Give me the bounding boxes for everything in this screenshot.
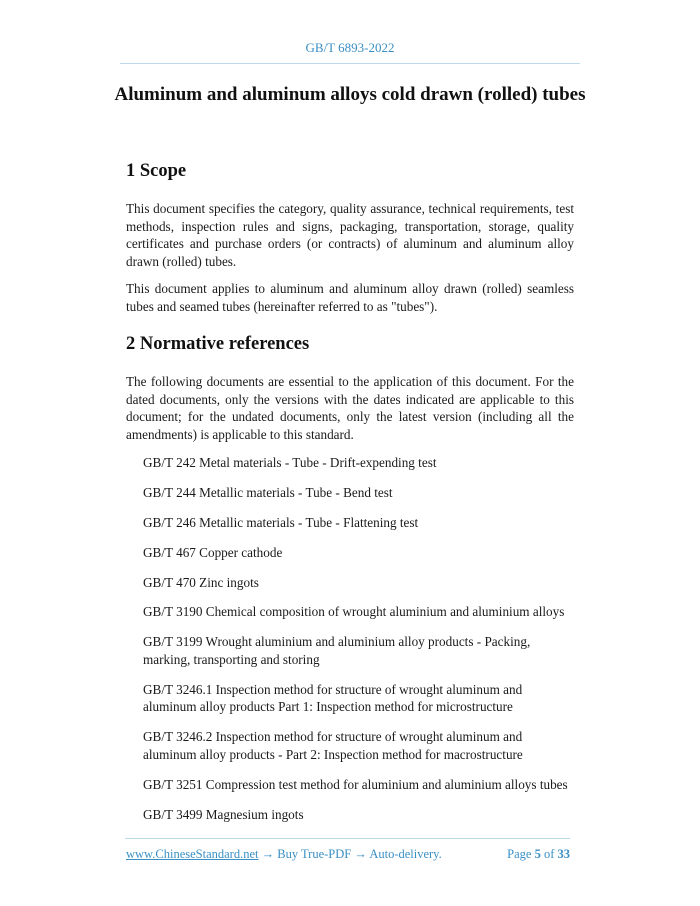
footer-promo bbox=[126, 847, 442, 862]
reference-list bbox=[143, 454, 575, 836]
reference-item: GB/T 3499 Magnesium ingots bbox=[143, 806, 304, 822]
scope-paragraph-2: This document applies to aluminum and aluminum alloy drawn (rolled) seamless tubes and seamed tubes (hereinafter referred to as "tubes"). bbox=[126, 281, 574, 314]
footer-divider bbox=[125, 838, 570, 839]
scope-paragraph-1: This document specifies the category, quality assurance, technical requirements, test methods, inspection rules and signs, packaging, transportation, storage, quality certificates and purchase orders (or contracts) of aluminum and aluminum alloy drawn (rolled) tubes. bbox=[126, 201, 574, 269]
normative-references-intro: The following documents are essential to the application of this document. For the dated documents, only the versions with the dates indicated are applicable to this document; for the undated documents, only the latest version (including all the amendments) is applicable to this standard. bbox=[126, 374, 574, 442]
reference-item: GB/T 3246.2 Inspection method for structure of wrought aluminum and aluminum alloy products - Part 2: Inspection method for macrostructure bbox=[143, 729, 523, 762]
reference-item: GB/T 244 Metallic materials - Tube - Bend test bbox=[143, 484, 393, 500]
chinese-standard-link[interactable]: www.ChineseStandard.net bbox=[126, 847, 259, 861]
arrow-right-icon: → bbox=[261, 847, 275, 861]
reference-item: GB/T 246 Metallic materials - Tube - Flattening test bbox=[143, 514, 419, 530]
arrow-right-icon: → bbox=[354, 847, 367, 861]
reference-item: GB/T 3246.1 Inspection method for structure of wrought aluminum and aluminum alloy products Part 1: Inspection method for microstructure bbox=[143, 681, 523, 715]
reference-item: GB/T 3251 Compression test method for aluminium and aluminium alloys tubes bbox=[143, 776, 568, 792]
page-label: Page bbox=[507, 847, 532, 861]
reference-item: GB/T 242 Metal materials - Tube - Drift-expending test bbox=[143, 455, 437, 470]
reference-item: GB/T 470 Zinc ingots bbox=[143, 574, 259, 590]
auto-delivery-text: Auto-delivery. bbox=[369, 847, 442, 861]
reference-item: GB/T 467 Copper cathode bbox=[143, 544, 283, 560]
section-heading-normative-references: 2 Normative references bbox=[126, 334, 310, 354]
page-indicator bbox=[507, 847, 570, 862]
reference-item: GB/T 3199 Wrought aluminium and aluminium alloy products - Packing, marking, transporting and storing bbox=[143, 634, 531, 667]
page-of-label: of bbox=[543, 847, 555, 861]
reference-item: GB/T 3190 Chemical composition of wrought aluminium and aluminium alloys bbox=[143, 604, 565, 620]
buy-pdf-text: Buy True-PDF bbox=[277, 847, 352, 861]
section-heading-scope: 1 Scope bbox=[126, 161, 187, 181]
document-title: Aluminum and aluminum alloys cold drawn (rolled) tubes bbox=[114, 84, 586, 105]
page-current: 5 bbox=[534, 847, 541, 861]
standard-code-header: GB/T 6893-2022 bbox=[305, 40, 395, 55]
page-total: 33 bbox=[557, 847, 570, 861]
header-divider bbox=[120, 63, 580, 64]
